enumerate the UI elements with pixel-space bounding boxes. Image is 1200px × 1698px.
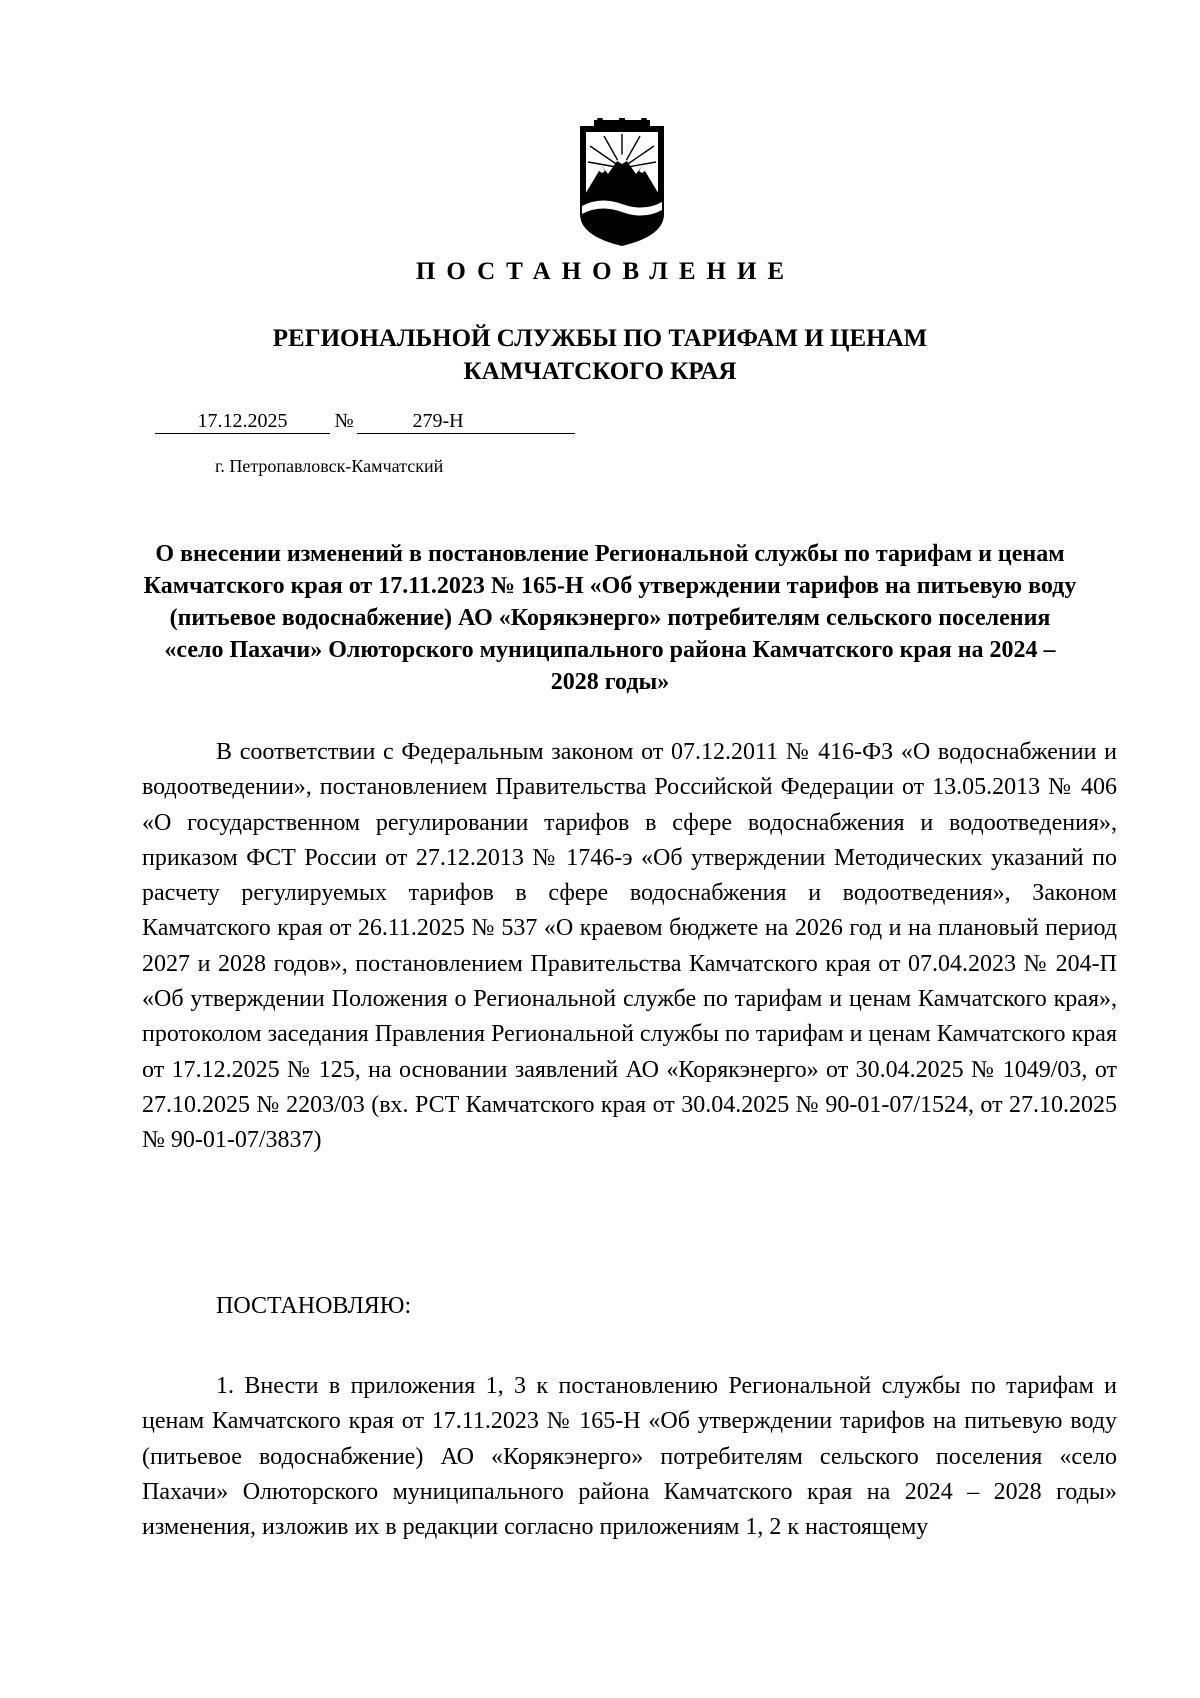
issuing-organization (0, 322, 1200, 388)
document-type: ПОСТАНОВЛЕНИЕ (415, 258, 796, 285)
organization-line-2: КАМЧАТСКОГО КРАЯ (463, 358, 737, 385)
item-1-paragraph: 1. Внести в приложения 1, 3 к постановлению Региональной службы по тарифам и ценам Камчатского края от 17.11.2023 № 165-Н «Об утверждении тарифов на питьевую воду (питьевое водоснабжение) АО «Корякэнерго» потребителям сельского поселения «село Пахачи» Олюторского муниципального района Камчатского края на 2024 – 2028 годы» изменения, изложив их в редакции согласно приложениям 1, 2 к настоящему (142, 1373, 1117, 1541)
document-title: О внесении изменений в постановление Региональной службы по тарифам и ценам Камчатского края от 17.11.2023 № 165-Н «Об утверждении тарифов на питьевую воду (питьевое водоснабжение) АО «Корякэнерго» потребителям сельского поселения «село Пахачи» Олюторского муниципального района Камчатского края на 2024 – 2028 годы» (143, 541, 1077, 695)
document-date: 17.12.2025 (155, 410, 330, 434)
document-number: 279-Н (357, 410, 575, 434)
organization-line-1: РЕГИОНАЛЬНОЙ СЛУЖБЫ ПО ТАРИФАМ И ЦЕНАМ (272, 325, 928, 352)
preamble-paragraph: В соответствии с Федеральным законом от 07.12.2011 № 416-ФЗ «О водоснабжении и водоотведении», постановлением Правительства Российской Федерации от 13.05.2013 № 406 «О государственном регулировании тарифов в сфере водоснабжения и водоотведения», приказом ФСТ России от 27.12.2013 № 1746-э «Об утверждении Методических указаний по расчету регулируемых тарифов в сфере водоснабжения и водоотведения», Законом Камчатского края от 26.11.2025 № 537 «О краевом бюджете на 2026 год и на плановый период 2027 и 2028 годов», постановлением Правительства Камчатского края от 07.04.2023 № 204-П «Об утверждении Положения о Региональной службе по тарифам и ценам Камчатского края», протоколом заседания Правления Региональной службы по тарифам и ценам Камчатского края от 17.12.2025 № 125, на основании заявлений АО «Корякэнерго» от 30.04.2025 № 1049/03, от 27.10.2025 № 2203/03 (вх. РСТ Камчатского края от 30.04.2025 № 90-01-07/1524, от 27.10.2025 № 90-01-07/3837) (142, 739, 1117, 1154)
number-sign: № (334, 410, 354, 432)
decree-word: ПОСТАНОВЛЯЮ: (216, 1293, 412, 1319)
city: г. Петропавловск-Камчатский (215, 456, 444, 476)
coat-of-arms-icon (570, 118, 674, 248)
